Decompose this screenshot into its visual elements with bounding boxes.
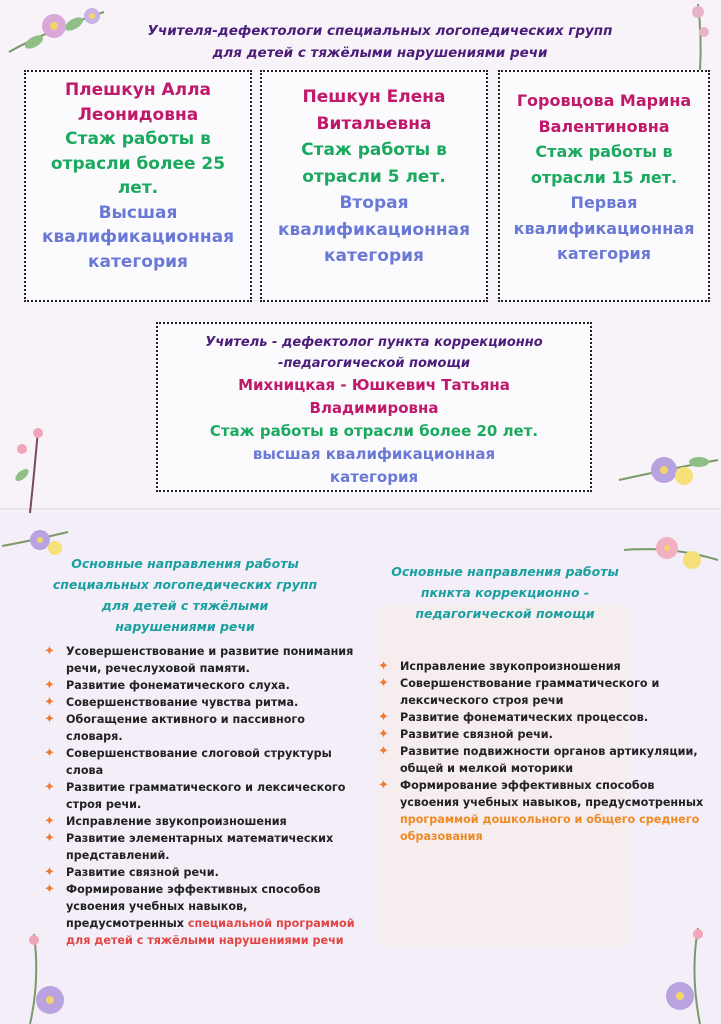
teacher-category <box>26 201 250 275</box>
teacher-card-1 <box>24 70 252 302</box>
list-item <box>378 675 708 709</box>
teacher-card-2 <box>260 70 488 302</box>
teacher-name <box>158 374 590 420</box>
title-line: нарушениями речи <box>115 619 255 634</box>
teacher-category <box>158 443 590 489</box>
four-point-star-icon: ✦ <box>44 712 55 727</box>
list-item <box>378 658 708 675</box>
program-highlight: специальной программой для детей с тяжёлыми нарушениями речи <box>66 917 355 947</box>
list-item-text: Исправление звукопроизношения <box>400 660 621 673</box>
name-line: Леонидовна <box>77 104 199 125</box>
experience-line: отрасли 15 лет. <box>530 167 678 187</box>
experience-line: отрасли более 25 <box>50 153 226 174</box>
flower-branch-icon <box>4 2 114 62</box>
flower-branch-icon <box>640 924 720 1024</box>
title-line: пкнкта коррекционно - <box>420 585 590 600</box>
teacher-name <box>262 84 486 137</box>
teacher-name <box>500 88 708 139</box>
list-item-text: Развитие элементарных математических представлений. <box>66 832 334 862</box>
name-line: Валентиновна <box>538 116 670 136</box>
title-line: для детей с тяжёлыми <box>101 598 269 613</box>
teacher-name <box>26 78 250 127</box>
list-item-text: Развитие грамматического и лексического строя речи. <box>66 781 346 811</box>
experience-line: отрасли 5 лет. <box>302 166 446 187</box>
experience-line: Стаж работы в <box>301 140 447 160</box>
four-point-star-icon: ✦ <box>378 710 389 725</box>
list-item <box>44 881 364 949</box>
list-item-text: Совершенствование слоговой структуры слова <box>66 747 332 777</box>
teacher-card-3 <box>498 70 710 302</box>
teacher-experience <box>26 127 250 201</box>
list-item-text: Формирование эффективных способов усвоения учебных навыков, предусмотренных <box>66 883 321 930</box>
list-item-text: Развитие фонематического слуха. <box>66 679 290 692</box>
flower-branch-icon <box>8 425 52 515</box>
program-highlight: программой дошкольного и общего среднего образования <box>400 813 700 843</box>
experience-line: Стаж работы в <box>65 129 211 149</box>
category-line: Вторая <box>339 193 409 213</box>
right-directions-list <box>378 658 708 845</box>
category-line: квалификационная <box>42 227 234 247</box>
title-line: специальных логопедических групп <box>52 577 318 592</box>
title-line: педагогической помощи <box>415 606 595 621</box>
four-point-star-icon: ✦ <box>378 676 389 691</box>
four-point-star-icon: ✦ <box>44 814 55 829</box>
role-line: Учитель - дефектолог пункта коррекционно <box>205 335 543 350</box>
category-line: категория <box>556 244 652 263</box>
list-item <box>378 709 708 726</box>
header-line-2: для детей с тяжёлыми нарушениями речи <box>212 45 548 61</box>
list-item <box>378 777 708 845</box>
list-item-text: Совершенствование грамматического и лексического строя речи <box>400 677 660 707</box>
list-item <box>378 726 708 743</box>
four-point-star-icon: ✦ <box>44 695 55 710</box>
teacher-role <box>158 332 590 374</box>
list-item <box>44 830 364 864</box>
teacher-category <box>500 190 708 267</box>
left-section-title <box>40 553 330 637</box>
header-line-1: Учителя-дефектологи специальных логопедических групп <box>147 23 613 39</box>
role-line: -педагогической помощи <box>278 356 470 371</box>
title-line: Основные направления работы <box>71 556 299 571</box>
four-point-star-icon: ✦ <box>44 831 55 846</box>
list-item-text: Усовершенствование и развитие понимания речи, речеслуховой памяти. <box>66 645 354 675</box>
four-point-star-icon: ✦ <box>44 746 55 761</box>
left-directions-list <box>44 643 364 949</box>
list-item <box>44 711 364 745</box>
right-section-title <box>360 561 650 624</box>
name-line: Горовцова Марина <box>516 91 692 110</box>
four-point-star-icon: ✦ <box>378 778 389 793</box>
teacher-experience <box>500 139 708 190</box>
name-line: Пешкун Елена <box>302 87 446 107</box>
four-point-star-icon: ✦ <box>378 727 389 742</box>
category-line: Высшая <box>98 202 178 223</box>
name-line: Михницкая - Юшкевич Татьяна <box>238 376 510 394</box>
category-line: высшая квалификационная <box>252 445 496 463</box>
teacher-experience: Стаж работы в отрасли более 20 лет. <box>209 422 539 440</box>
four-point-star-icon: ✦ <box>378 744 389 759</box>
list-item-text: Развитие связной речи. <box>66 866 219 879</box>
name-line: Витальевна <box>316 113 432 134</box>
teacher-experience <box>262 137 486 190</box>
experience-line: Стаж работы в <box>535 142 673 161</box>
four-point-star-icon: ✦ <box>44 678 55 693</box>
list-item <box>44 813 364 830</box>
list-item-text: Обогащение активного и пассивного словаря. <box>66 713 305 743</box>
teacher-category <box>262 190 486 270</box>
page-header <box>120 20 640 64</box>
point-teacher-card <box>156 322 592 492</box>
four-point-star-icon: ✦ <box>44 882 55 897</box>
category-line: Первая <box>570 193 638 212</box>
four-point-star-icon: ✦ <box>44 780 55 795</box>
four-point-star-icon: ✦ <box>378 659 389 674</box>
list-item-text: Развитие фонематических процессов. <box>400 711 649 724</box>
list-item <box>44 864 364 881</box>
category-line: квалификационная <box>513 218 695 238</box>
list-item <box>44 694 364 711</box>
list-item <box>44 745 364 779</box>
name-line: Плешкун Алла <box>64 80 212 100</box>
experience-line: лет. <box>117 178 159 198</box>
list-item <box>378 743 708 777</box>
list-item <box>44 779 364 813</box>
list-item-text: Формирование эффективных способов усвоения учебных навыков, предусмотренных <box>400 779 704 809</box>
category-line: категория <box>329 468 419 486</box>
category-line: квалификационная <box>278 219 470 240</box>
four-point-star-icon: ✦ <box>44 644 55 659</box>
list-item-text: Исправление звукопроизношения <box>66 815 287 828</box>
flower-branch-icon <box>614 440 720 500</box>
list-item-text: Развитие подвижности органов артикуляции, общей и мелкой моторики <box>400 745 698 775</box>
category-line: категория <box>324 246 424 266</box>
list-item-text: Совершенствование чувства ритма. <box>66 696 299 709</box>
list-item-text: Развитие связной речи. <box>400 728 553 741</box>
category-line: категория <box>88 251 188 272</box>
flower-branch-icon <box>680 2 720 72</box>
title-line: Основные направления работы <box>391 564 619 579</box>
name-line: Владимировна <box>309 399 439 417</box>
section-divider <box>0 508 721 510</box>
list-item <box>44 677 364 694</box>
four-point-star-icon: ✦ <box>44 865 55 880</box>
list-item <box>44 643 364 677</box>
